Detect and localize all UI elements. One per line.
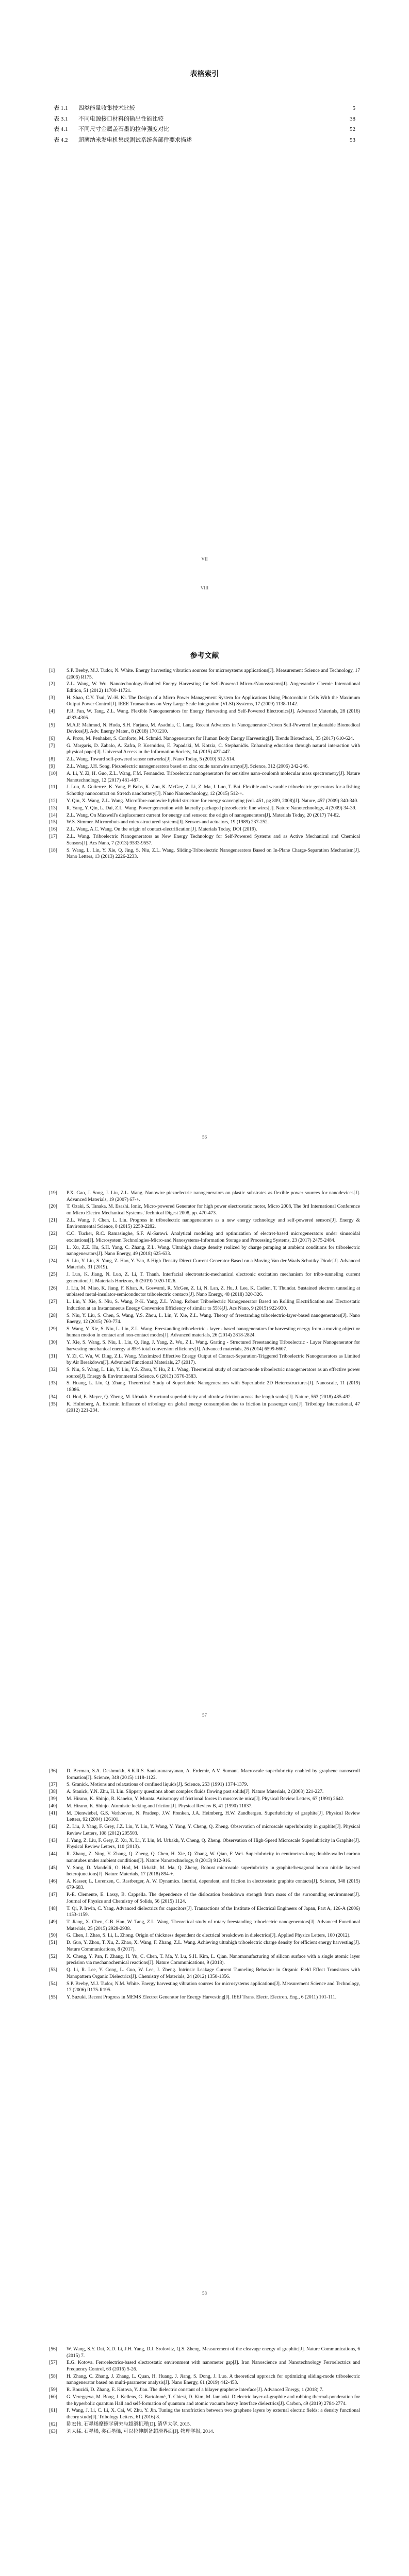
table-index-list <box>54 105 355 147</box>
reference-item <box>49 798 360 805</box>
reference-item <box>49 1906 360 1919</box>
reference-number: [11] <box>49 784 57 790</box>
reference-text: T. Qi, P. Irwin, C. Yang. Advanced dielectrics for capacitors[J]. Transactions of the Institute of Electrical Engineers of Japan, Part A, 126-A (2006) 1153-1159. <box>67 1905 360 1918</box>
reference-text: G. Chen, J. Zhao, S. Li, L. Zhong. Origin of thickness dependent dc electrical breakdown in dielectrics[J]. Applied Physics Letters, 100 (2012). <box>67 1933 351 1939</box>
table-title: 不同电源接口材料的输出性能比较 <box>78 115 163 122</box>
reference-item <box>49 1299 360 1312</box>
reference-number: [3] <box>49 694 55 701</box>
reference-number: [47] <box>49 1892 57 1898</box>
table-index-entry[interactable] <box>54 115 355 124</box>
table-page-number: 52 <box>350 126 355 132</box>
reference-item <box>49 1245 360 1258</box>
table-number: 表 3.1 <box>54 115 68 122</box>
table-title: 不同尺寸金属盖石墨的拉伸强度对比 <box>78 126 169 132</box>
reference-text: P.-E. Clemente, E. Lassy, B. Cappella. The dependence of the dislocation breakdown strength from mass of the surrounding environment[J]. Journal of Physics and Chemistry of Solids, 56 (2015) 1124. <box>67 1892 360 1904</box>
reference-text: F. Wang, J. Li, C. Li, X. Cai, W. Zhu, Y. Jin. Tuning the tanofriction between two graphene layers by external electric fields: a density functional theory study[J]. Tribology Letters, 61 (2016) 8. <box>67 2408 360 2420</box>
page-number-blank: VIII <box>200 585 209 590</box>
reference-item <box>49 771 360 784</box>
reference-item <box>49 743 360 756</box>
reference-number: [12] <box>49 798 57 804</box>
reference-item <box>49 1878 360 1891</box>
document-page-references-4 <box>0 2312 409 2576</box>
reference-item <box>49 1326 360 1339</box>
reference-text: S. Wang, L. Lin, Y. Xie, Q. Jing, S. Niu, Z.L. Wang. Sliding-Triboelectric Nanogenerators Based on In-Plane Charge-Separation Mechanism[J]. Nano Letters, 13 (2013) 2226-2233. <box>67 847 360 860</box>
reference-item <box>49 1789 360 1795</box>
reference-text: M. Hirano, K. Shinjo, R. Kaneko, Y. Murata. Anisotropy of frictional forces in muscovite mica[J]. Physical Review Letters, 67 (1991) 2642. <box>67 1796 345 1802</box>
reference-text: X. Cheng, Y. Pan, F. Zhang, H. Yu, C. Chen, T. Ma, Y. Lu, S.H. Kim, L. Qian. Nanomanufacturing of silicon surface with a single atomic layer precision via mechanochemical reactions[J]. Nature Communications, 9 (2018). <box>67 1953 360 1966</box>
reference-list <box>49 1768 360 2002</box>
reference-text: T. Jiang, X. Chen, C.B. Han, W. Tang, Z.L. Wang. Theoretical study of rotary freestanding triboelectric nanogenerators[J]. Advanced Functional Materials, 25 (2015) 2928-2938. <box>67 1919 360 1931</box>
reference-text: L. Lin, Y. Xie, S. Niu, S. Wang, P.-K. Yang, Z.L. Wang. Robust Triboelectric Nanogenerator Based on Rolling Electrification and Electrostatic Induction at an Instantaneous Energy Conversion Efficiency of similar to 55%[J]. Acs Nano, 9 (2015) 922-930. <box>67 1299 360 1311</box>
table-title: 超薄纳米发电机集成测试系统各部件要求描述 <box>78 137 192 143</box>
reference-text: D. Berman, S.A. Deshmukh, S.K.R.S. Sankaranarayanan, A. Erdemir, A.V. Sumant. Macroscale superlubricity enabled by graphene nanoscroll formation[J]. Science, 348 (2015) 1118-1122. <box>67 1768 360 1781</box>
reference-list <box>49 1190 360 1415</box>
reference-text: H. Shao, C.Y. Tsui, W.-H. Ki. The Design of a Micro Power Management System for Applications Using Photovoltaic Cells With the Maximum Output Power Control[J]. IEEE Transactions on Very Large Scale Integration (VLSI) Systems, 17 (2009) 1138-1142. <box>67 694 360 707</box>
reference-item <box>49 1803 360 1810</box>
reference-item <box>49 784 360 797</box>
reference-number: [30] <box>49 1340 57 1346</box>
reference-item <box>49 2360 360 2372</box>
reference-number: [35] <box>49 1401 57 1407</box>
reference-text: G. Margaris, D. Zabalo, A. Zafra, P. Kosmidou, E. Papadaki, M. Kotzia, C. Stephanidis. Enhancing education through natural interaction with physical paper[J]. Universal Access in the Information Society, 14 (2015) 427-447. <box>67 742 360 755</box>
reference-item <box>49 1231 360 1244</box>
page-number: 56 <box>202 1134 207 1140</box>
reference-text: S. Niu, Y. Liu, S. Chen, S. Wang, Y.S. Zhou, L. Lin, Y. Xie, Z.L. Wang. Theory of freestanding triboelectric-layer-based nanogenerators[J]. Nano Energy, 12 (2015) 760-774. <box>67 1312 360 1325</box>
reference-text: K. Holmberg, A. Erdemir. Influence of tribology on global energy consumption due to friction in passenger cars[J]. Tribology International, 47 (2012) 221-234. <box>67 1401 360 1414</box>
reference-text: S.P. Beeby, M.J. Tudor, N.M. White. Energy harvesting vibration sources for microsystems applications[J]. Measurement Science and Technology, 17 (2006) R175-R195. <box>67 1980 360 1993</box>
document-page-table-index <box>0 0 409 578</box>
reference-number: [20] <box>49 1204 57 1210</box>
reference-number: [63] <box>49 2428 57 2434</box>
reference-number: [55] <box>49 1994 57 2000</box>
reference-item <box>49 848 360 860</box>
reference-number: [46] <box>49 1878 57 1884</box>
reference-item <box>49 1367 360 1380</box>
reference-number: [22] <box>49 1231 57 1237</box>
reference-item <box>49 1940 360 1953</box>
reference-number: [32] <box>49 1367 57 1373</box>
reference-item <box>49 1313 360 1326</box>
table-number: 表 4.2 <box>54 137 68 143</box>
reference-number: [2] <box>49 681 55 687</box>
reference-item <box>49 756 360 763</box>
reference-text: D. Guo, Y. Zhou, T. Xu, Z. Zhao, X. Wang, F. Zhang, Z.L. Wang. Achieving ultrahigh triboelectric charge density for efficient energy harvesting[J]. Nature Communications, 8 (2017). <box>67 1940 360 1952</box>
document-page-references-2 <box>0 1156 409 1734</box>
reference-item <box>49 834 360 846</box>
reference-number: [26] <box>49 1285 57 1291</box>
reference-number: [52] <box>49 1953 57 1959</box>
reference-text: L. Xu, Z.Z. Hu, S.H. Yang, C. Zhang, Z.L. Wang. Ultrahigh charge density realized by charge pumping at ambient conditions for triboelectric nanogenerators[J]. Nano Energy, 49 (2018) 625-633. <box>67 1244 360 1257</box>
reference-number: [5] <box>49 722 55 728</box>
reference-text: Y. Xie, S. Wang, S. Niu, L. Lin, Q. Jing, J. Yang, Z. Wu, Z.L. Wang. Grating - Structured Freestanding Triboelectric - Layer Nanogenerator for harvesting mechanical energy at 85% total conversion efficiency[J]. Advanced materials, 26 (2014) 6599-6607. <box>67 1340 360 1352</box>
reference-text: Y. Suzuki. Recent Progress in MEMS Electret Generator for Energy Harvesting[J]. IEEJ Trans. Electr. Electron. Eng., 6 (2011) 101-111. <box>67 1994 337 2000</box>
reference-item <box>49 819 360 826</box>
reference-item <box>49 1865 360 1878</box>
reference-number: [51] <box>49 1940 57 1946</box>
reference-item <box>49 681 360 694</box>
reference-number: [58] <box>49 2373 57 2379</box>
reference-text: A. Li, Y. Zi, H. Guo, Z.L. Wang, F.M. Fernandez. Triboelectric nanogenerators for sensitive nano-coulomb molecular mass spectrometry[J]. Nature Nanotechnology, 12 (2017) 481-487. <box>67 771 360 783</box>
reference-number: [37] <box>49 1782 57 1788</box>
reference-number: [23] <box>49 1244 57 1250</box>
reference-number: [41] <box>49 1810 57 1816</box>
reference-number: [53] <box>49 1967 57 1973</box>
reference-item <box>49 1933 360 1939</box>
reference-number: [29] <box>49 1326 57 1332</box>
reference-text: Y. Qin, X. Wang, Z.L. Wang. Microfibre-nanowire hybrid structure for energy scavenging (vol. 451, pg 809, 2008)[J]. Nature, 457 (2009) 340-340. <box>67 798 358 804</box>
reference-text: Y. Zi, C. Wu, W. Ding, Z.L. Wang. Maximized Effective Energy Output of Contact-Separation-Triggered Triboelectric Nanogenerators as Limited by Air Breakdown[J]. Advanced Functional Materials, 27 (2017). <box>67 1353 360 1366</box>
reference-number: [24] <box>49 1258 57 1264</box>
reference-number: [48] <box>49 1905 57 1911</box>
reference-list <box>49 668 360 861</box>
reference-item <box>49 1810 360 1823</box>
reference-text: C.C. Tucker, R.C. Ramasinghe, S.F. Al-Sarawi. Analytical modeling and optimization of electret-based microgenerators under sinusoidal excitations[J]. Microsystem Technologies-Micro-and Nanosystems-Information Storage and Processing Systems, 23 (2017) 2475-2484. <box>67 1231 360 1243</box>
reference-item <box>49 826 360 833</box>
reference-number: [10] <box>49 771 57 777</box>
reference-text: Y. Song, D. Mandelli, O. Hod, M. Urbakh, M. Ma, Q. Zheng. Robust microscale superlubricity in graphite/hexagonal boron nitride layered heterojunctions[J]. Nature Materials, 17 (2018) 894-+. <box>67 1865 360 1877</box>
reference-text: J. Liu, M. Miao, K. Jiang, F. Khan, A. Goswami, R. McGee, Z. Li, N. Lan, Z. Hu, J. Lee, K. Cadien, T. Thundat. Sustained electron tunneling at unbiased metal-insulator-semiconductor triboelectric contacts[J]. Nano Energy, 48 (2018) 320-326. <box>67 1285 360 1298</box>
reference-number: [39] <box>49 1796 57 1802</box>
reference-text: S.P. Beeby, M.J. Tudor, N. White. Energy harvesting vibration sources for microsystems applications[J]. Measurement Science and Technology, 17 (2006) R175. <box>67 668 360 680</box>
reference-text: Z.L. Wang. Toward self-powered sensor networks[J]. Nano Today, 5 (2010) 512-514. <box>67 756 236 762</box>
reference-item <box>49 1272 360 1284</box>
reference-item <box>49 722 360 735</box>
reference-number: [9] <box>49 764 55 770</box>
reference-item <box>49 695 360 708</box>
reference-item <box>49 1258 360 1271</box>
reference-text: S. Wang, Y. Xie, S. Niu, L. Lin, Z.L. Wang. Freestanding triboelectric - layer - based nanogenerators for harvesting energy from a moving object or human motion in contact and non-contact modes[J]. Advanced materials, 26 (2014) 2818-2824. <box>67 1326 360 1338</box>
table-number: 表 1.1 <box>54 105 68 111</box>
reference-number: [54] <box>49 1980 57 1987</box>
reference-item <box>49 668 360 681</box>
references-heading: 参考文献 <box>190 652 219 660</box>
reference-number: [36] <box>49 1768 57 1774</box>
reference-text: Q. Li, R. Lee, Y. Gong, L. Guo, W. Lee, J. Zheng. Intrinsic Leakage Current Tunneling Behavior in Organic Field Effect Transistors with Nanopattern Organic Dielectrics[J]. Chemistry of Materials, 24 (2012) 1350-1356. <box>67 1967 360 1979</box>
reference-item <box>49 1954 360 1967</box>
reference-text: W.S. Simmer. Microrobots and microstructured systems[J]. Sensors and actuators, 19 (1989) 237-252. <box>67 819 269 825</box>
reference-number: [15] <box>49 819 57 825</box>
reference-item <box>49 2408 360 2420</box>
reference-number: [40] <box>49 1803 57 1809</box>
reference-text: G. Vereggeva, M. Boog, J. Kellens, G. Bartolomé, T. Chiesi, D. Kim, M. Iamaoki. Dielectric layer-of-graphite and rubbing thermal-ponderation for the hyperbolic quantum Hall and self-formation of quantum and atomic vacuum heavy Interface dielectrics[J]. Carbon, 49 (2019) 2784-2774. <box>67 2394 360 2406</box>
reference-text: J. Luo, A. Gutierrez, K. Yang, P. Bobs, K. Zou, K. McGee, Z. Li, Z. Ma, J. Luo, T. Bai. Flexible and wearable triboelectric generators for a fishing Schottky nanocontact on Stretch nanobattery[J]. Nano Nanotechnology, 12 (2015) 512-+. <box>67 784 360 796</box>
document-page-references-1 <box>0 578 409 1156</box>
reference-number: [49] <box>49 1919 57 1925</box>
reference-number: [28] <box>49 1312 57 1318</box>
reference-item <box>49 2394 360 2407</box>
reference-text: A. Stanick, Y.N. Zhu, H. Lin. Slippery questions about complex fluids flowing past solids[J]. Nature Materials, 2 (2003) 221-227. <box>67 1789 324 1795</box>
reference-text: R. Bouzidi, D. Zhang, E. Kotova, Y. Jian. The dielectric constant of a bilayer graphene interface[J]. Advanced Energy, 1 (2018) 7. <box>67 2387 324 2393</box>
reference-item <box>49 1394 360 1401</box>
reference-text: H. Zhang, C. Zhang, J. Zhang, L. Quan, H. Huang, J. Jiang, S. Dong, J. Luo. A theoretical approach for optimizing sliding-mode triboelectric nanogenerator based on multi-parameter analysis[J]. Nano Energy, 61 (2019) 442-453. <box>67 2373 360 2386</box>
reference-text: F.R. Fan, W. Tang, Z.L. Wang. Flexible Nanogenerators for Energy Harvesting and Self-Powered Electronics[J]. Advanced Materials, 28 (2016) 4283-4305. <box>67 708 360 721</box>
reference-item <box>49 1217 360 1230</box>
reference-text: A. Proto, M. Penhaker, S. Conforto, M. Schmid. Nanogenerators for Human Body Energy Harvesting[J]. Trends Biotechnol., 35 (2017) 610-624. <box>67 735 354 741</box>
reference-item <box>49 2421 360 2428</box>
table-index-entry[interactable] <box>54 126 355 134</box>
reference-text: P.X. Gao, J. Song, J. Liu, Z.L. Wang. Nanowire piezoelectric nanogenerators on plastic substrates as flexible power sources for nanodevices[J]. Advanced Materials, 19 (2007) 67-+. <box>67 1190 360 1202</box>
table-page-number: 5 <box>352 105 355 111</box>
table-title: 四类能量收集技术比较 <box>78 105 135 111</box>
reference-item <box>49 1892 360 1905</box>
reference-number: [16] <box>49 826 57 833</box>
reference-item <box>49 1838 360 1851</box>
reference-number: [21] <box>49 1217 57 1223</box>
reference-number: [44] <box>49 1851 57 1857</box>
reference-text: W. Wang, S.Y. Dai, X.D. Li, J.H. Yang, D.J. Srolovitz, Q.S. Zheng. Measurement of the cleavage energy of graphite[J]. Nature Communications, 6 (2015) 7. <box>67 2346 360 2359</box>
table-index-entry[interactable] <box>54 105 355 113</box>
reference-number: [25] <box>49 1272 57 1278</box>
reference-text: Z.L. Wang, A.C. Wang. On the origin of contact-electrification[J]. Materials Today, DOI (2019). <box>67 826 257 833</box>
reference-number: [6] <box>49 735 55 741</box>
reference-item <box>49 1919 360 1932</box>
reference-text: Z.L. Wang. On Maxwell's displacement current for energy and sensors: the origin of nanogenerators[J]. Materials Today, 20 (2017) 74-82. <box>67 812 340 818</box>
reference-number: [31] <box>49 1353 57 1359</box>
reference-list <box>49 2346 360 2436</box>
reference-text: M. Dienwiebel, G.S. Verhoeven, N. Pradeep, J.W. Frenken, J.A. Heimberg, H.W. Zandbergen. Superlubricity of graphite[J]. Physical Review Letters, 92 (2004) 126101. <box>67 1810 360 1823</box>
reference-number: [1] <box>49 668 55 673</box>
reference-text: Z.L. Wang, J.H. Song. Piezoelectric nanogenerators based on zinc oxide nanowire arrays[J]. Science, 312 (2006) 242-246. <box>67 764 309 770</box>
reference-item <box>49 1401 360 1414</box>
reference-item <box>49 1782 360 1788</box>
reference-number: [7] <box>49 742 55 749</box>
page-number: VII <box>201 556 208 562</box>
reference-item <box>49 1285 360 1298</box>
reference-number: [57] <box>49 2360 57 2366</box>
reference-text: R. Yang, Y. Qin, L. Dai, Z.L. Wang. Power generation with laterally packaged piezoelectric fine wires[J]. Nature Nanotechnology, 4 (2009) 34-39. <box>67 805 356 811</box>
reference-number: [38] <box>49 1789 57 1795</box>
reference-text: 刘大猛. 石墨烯, 类石墨烯, 可以拉伸制备超滑界面[J]. 物理学报, 2014. <box>67 2428 214 2434</box>
reference-number: [19] <box>49 1190 57 1196</box>
reference-text: T. Ozaki, S. Tanaka, M. Esashi. Ionic, Micro-powered Generator for high power electrostatic motor, Micro 2008, The 3rd International Conference on Micro Electro Mechanical Systems, Technical Digest 2008, pp. 470-473. <box>67 1204 360 1216</box>
reference-item <box>49 1768 360 1781</box>
reference-text: A. Kasser, L. Lorenzen, C. Rastberger, A. W. Dynamics. Inertial, dependent, and friction in electrostatic graphite contacts[J]. Science, 348 (2015) 679-683. <box>67 1878 360 1891</box>
reference-text: S. Niu, S. Wang, L. Lin, Y. Liu, Y.S. Zhou, Y. Hu, Z.L. Wang. Theoretical study of contact-mode triboelectric nanogenerators as an effective power source[J]. Energy & Environmental Science, 6 (2013) 3576-3583. <box>67 1367 360 1379</box>
page-number: 58 <box>202 2291 207 2296</box>
reference-text: E.G. Kotova. Ferroelectrics-based electrostatic environment with nanometer gap[J]. Iran Nanoscience and Nanotechnology Ferroelectrics and Frequency Control, 63 (2016) 5-26. <box>67 2360 360 2372</box>
reference-item <box>49 1340 360 1352</box>
reference-number: [14] <box>49 812 57 818</box>
reference-number: [18] <box>49 847 57 853</box>
reference-item <box>49 805 360 812</box>
reference-text: Z.L. Wang, W. Wu. Nanotechnology-Enabled Energy Harvesting for Self-Powered Micro-/Nanosystems[J]. Angewandte Chemie International Edition, 51 (2012) 11700-11721. <box>67 681 360 693</box>
reference-text: Z.L. Wang. Triboelectric Nanogenerators as New Energy Technology for Self-Powered Systems and as Active Mechanical and Chemical Sensors[J]. Acs Nano, 7 (2013) 9533-9557. <box>67 834 360 846</box>
reference-number: [56] <box>49 2346 57 2352</box>
reference-item <box>49 1190 360 1203</box>
reference-item <box>49 1994 360 2001</box>
reference-text: M. Hirano, K. Shinjo. Atomistic locking and friction[J]. Physical Review B, 41 (1990) 11837. <box>67 1803 253 1809</box>
reference-item <box>49 708 360 721</box>
reference-item <box>49 1796 360 1803</box>
reference-item <box>49 2387 360 2394</box>
reference-item <box>49 2374 360 2386</box>
reference-number: [59] <box>49 2387 57 2393</box>
reference-item <box>49 1851 360 1864</box>
reference-item <box>49 736 360 742</box>
table-index-entry[interactable] <box>54 137 355 145</box>
reference-number: [45] <box>49 1865 57 1871</box>
reference-text: 陈宏伟. 石墨烯摩擦学研究与超滑机理[D]. 清华大学. 2015. <box>67 2421 191 2427</box>
reference-text: O. Hod, E. Meyer, Q. Zheng, M. Urbakh. Structural superlubricity and ultralow friction across the length scales[J]. Nature, 563 (2018) 485-492. <box>67 1394 352 1400</box>
table-index-heading: 表格索引 <box>190 71 219 78</box>
reference-item <box>49 1967 360 1980</box>
reference-text: S. Liu, Y. Liu, S. Yang, Z. Hao, Y. Yan, A High Density Direct Current Generator Based on a Moving Van der Waals Schottky Diode[J]. Advanced Materials, 31 (2019). <box>67 1258 360 1270</box>
reference-text: S. Granick. Motions and relaxations of confined liquids[J]. Science, 253 (1991) 1374-1379. <box>67 1782 248 1788</box>
reference-number: [13] <box>49 805 57 811</box>
reference-item <box>49 1380 360 1393</box>
reference-number: [60] <box>49 2394 57 2400</box>
reference-item <box>49 1824 360 1837</box>
reference-item <box>49 812 360 819</box>
page-number: 57 <box>202 1713 207 1718</box>
reference-text: Z. Liu, J. Yang, F. Grey, J.Z. Liu, Y. Liu, Y. Wang, Y. Yang, Y. Cheng, Q. Zheng. Observation of microscale superlubricity in graphite[J]. Physical Review Letters, 108 (2012) 205503. <box>67 1824 360 1836</box>
reference-item <box>49 1204 360 1216</box>
reference-number: [17] <box>49 834 57 840</box>
reference-number: [61] <box>49 2408 57 2414</box>
reference-number: [42] <box>49 1824 57 1830</box>
reference-number: [34] <box>49 1394 57 1400</box>
reference-text: S. Huang, L. Liu, Q. Zhang. Theoretical Study of Superlubric Nanogenerators with Superlubric 2D Heterostructures[J]. Nanoscale, 11 (2019) 18086. <box>67 1380 360 1393</box>
reference-text: R. Zhang, Z. Ning, Y. Zhang, Q. Zheng, Q. Chen, H. Xie, Q. Zhang, W. Qian, F. Wei. Superlubricity in centimetres-long double-walled carbon nanotubes under ambient conditions[J]. Nature Nanotechnology, 8 (2013) 912-916. <box>67 1851 360 1863</box>
reference-number: [43] <box>49 1837 57 1843</box>
reference-item <box>49 2346 360 2359</box>
reference-number: [8] <box>49 756 55 762</box>
reference-number: [33] <box>49 1380 57 1386</box>
reference-item <box>49 2429 360 2435</box>
reference-number: [4] <box>49 708 55 715</box>
table-number: 表 4.1 <box>54 126 68 132</box>
table-page-number: 53 <box>350 137 355 143</box>
table-page-number: 38 <box>350 115 355 122</box>
reference-item <box>49 1981 360 1994</box>
document-page-references-3 <box>0 1734 409 2312</box>
reference-item <box>49 764 360 770</box>
reference-number: [50] <box>49 1933 57 1939</box>
reference-number: [27] <box>49 1299 57 1305</box>
reference-text: J. Luo, K. Jiang, N. Luo, Z. Li, T. Thanh. Interfacial electrostatic-mechanical electronic excitation mechanism for tribo-tunneling current generation[J]. Materials Horizons, 6 (2019) 1020-1026. <box>67 1272 360 1284</box>
reference-text: Z.L. Wang, J. Chen, L. Lin. Progress in triboelectric nanogenerators as a new energy technology and self-powered sensors[J]. Energy & Environmental Science, 8 (2015) 2250-2282. <box>67 1217 360 1230</box>
reference-text: M.A.P. Mahmud, N. Huda, S.H. Farjana, M. Asadnia, C. Lang. Recent Advances in Nanogenerator-Driven Self-Powered Implantable Biomedical Devices[J]. Adv. Energy Mater., 8 (2018) 1701210. <box>67 722 360 735</box>
reference-text: J. Yang, Z. Liu, F. Grey, Z. Xu, X. Li, Y. Liu, M. Urbakh, Y. Cheng, Q. Zheng. Observation of High-Speed Microscale Superlubricity in Graphite[J]. Physical Review Letters, 110 (2013). <box>67 1837 360 1850</box>
reference-number: [62] <box>49 2421 57 2427</box>
reference-item <box>49 1353 360 1366</box>
